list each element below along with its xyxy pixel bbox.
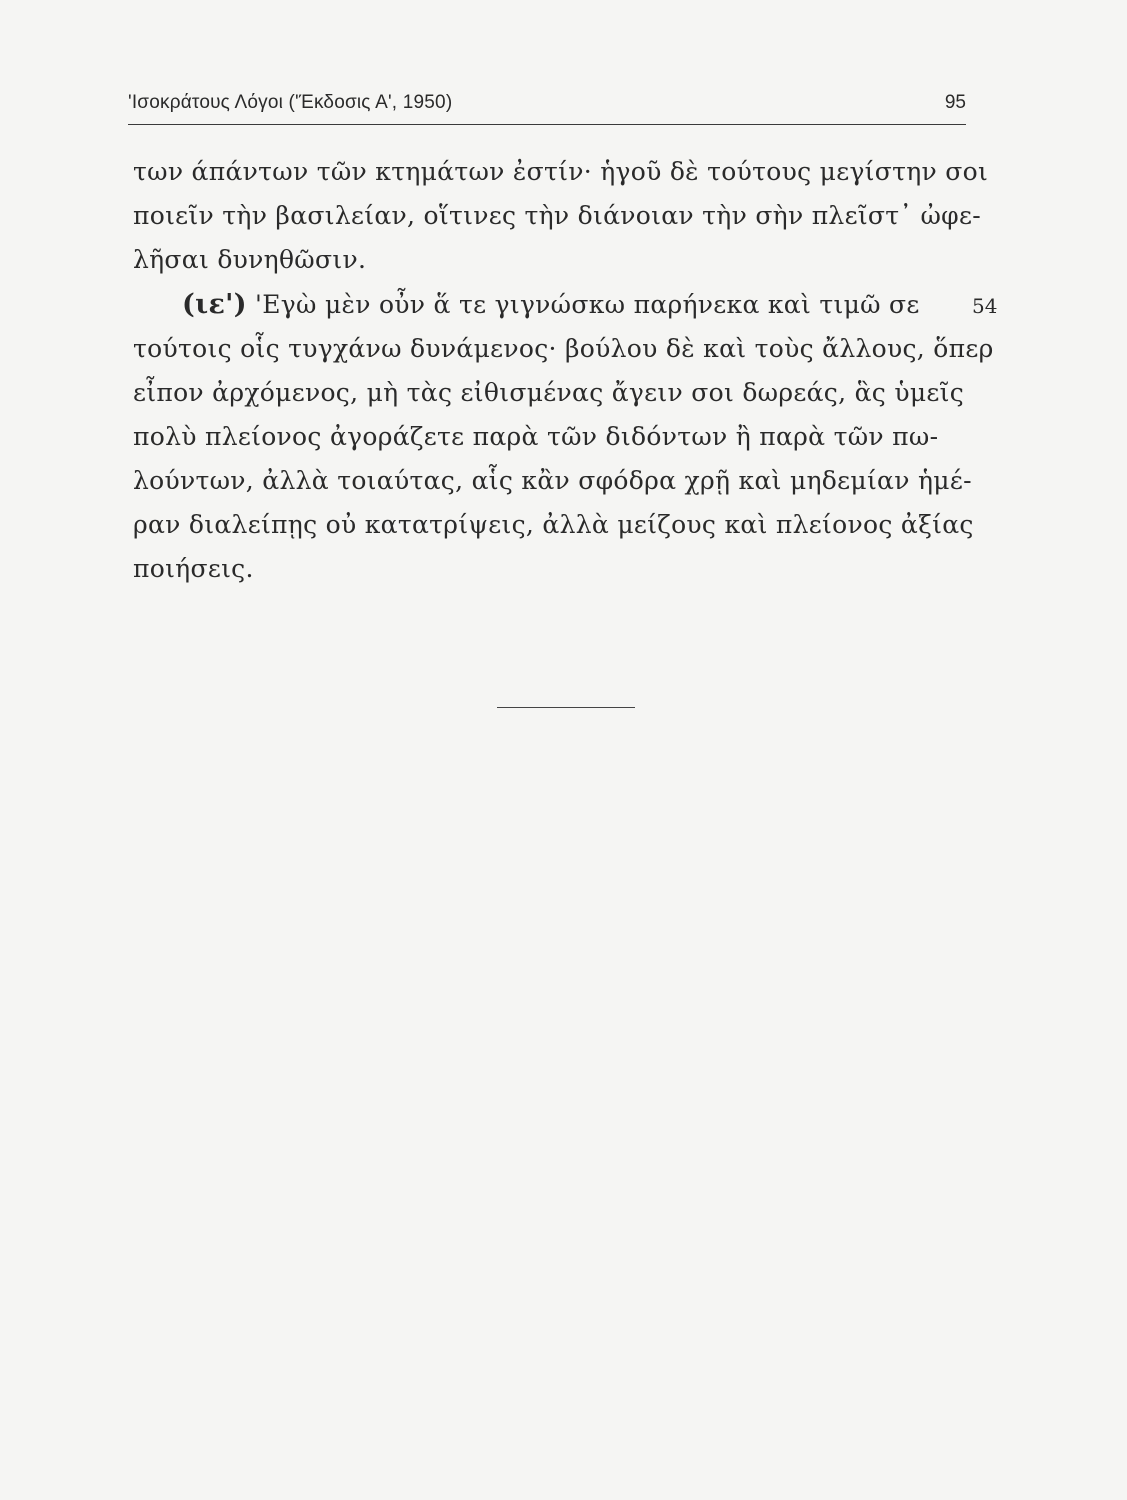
text-line: των άπάντων τῶν κτημάτων ἐστίν· ἡγοῦ δὲ τούτους μεγίστην σοι [133,157,989,186]
text-line: ραν διαλείπῃς οὐ κατατρίψεις, ἀλλὰ μείζους καὶ πλείονος ἀξίας [133,510,974,539]
section-first-line [182,286,920,324]
section-marker: (ιε') [182,289,247,320]
text-line: τούτοις οἷς τυγχάνω δυνάμενος· βούλου δὲ καὶ τοὺς ἄλλους, ὅπερ [133,334,994,363]
section-first-line-text: 'Εγὼ μὲν οὖν ἅ τε γιγνώσκω παρήνεκα καὶ τιμῶ σε [255,290,920,319]
running-title: 'Ισοκράτους Λόγοι ('Έκδοσις Α', 1950) [128,92,453,113]
text-line: λῆσαι δυνηθῶσιν. [133,245,367,274]
text-line: εἶπον ἀρχόμενος, μὴ τὰς εἰθισμένας ἄγειν σοι δωρεάς, ἃς ὑμεῖς [133,378,965,407]
end-rule [497,707,635,708]
page-number: 95 [944,92,966,113]
text-line: ποιεῖν τὴν βασιλείαν, οἵτινες τὴν διάνοιαν τὴν σὴν πλεῖστ᾽ ὠφε- [133,201,981,230]
text-line: ποιήσεις. [133,554,254,583]
margin-section-number: 54 [972,294,998,318]
text-line: πολὺ πλείονος ἀγοράζετε παρὰ τῶν διδόντων ἢ παρὰ τῶν πω- [133,422,939,451]
text-line: λούντων, ἀλλὰ τοιαύτας, αἷς κἂν σφόδρα χρῇ καὶ μηδεμίαν ἡμέ- [133,466,972,495]
running-head [128,92,966,125]
